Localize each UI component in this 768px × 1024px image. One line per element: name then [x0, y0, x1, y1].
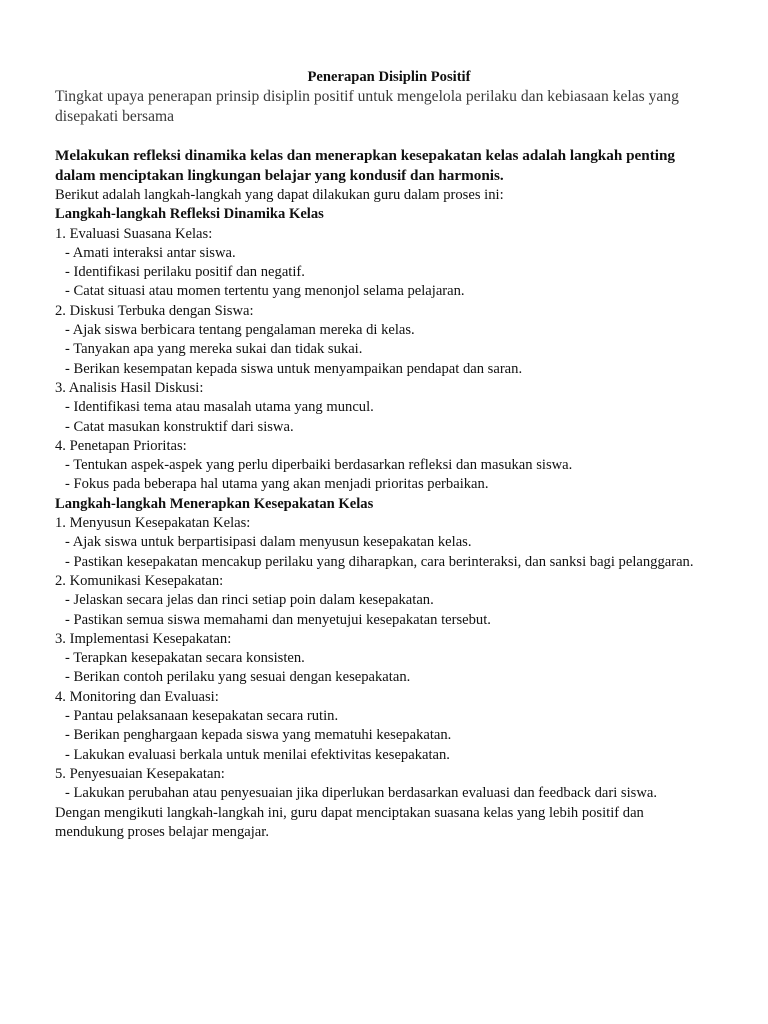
step-point: - Lakukan perubahan atau penyesuaian jika diperlukan berdasarkan evaluasi dan feedback dari siswa.: [65, 785, 658, 802]
document-subtitle: Tingkat upaya penerapan prinsip disiplin positif untuk mengelola perilaku dan kebiasaan kelas yang disepakati bersama: [55, 88, 679, 125]
step-title: 4. Penetapan Prioritas:: [55, 437, 187, 454]
step-title: 1. Evaluasi Suasana Kelas:: [55, 225, 213, 242]
step-point: - Amati interaksi antar siswa.: [65, 244, 236, 261]
step-point: - Lakukan evaluasi berkala untuk menilai efektivitas kesepakatan.: [65, 746, 450, 763]
step-title: 2. Diskusi Terbuka dengan Siswa:: [55, 302, 254, 319]
step-point: - Tentukan aspek-aspek yang perlu diperbaiki berdasarkan refleksi dan masukan siswa.: [65, 457, 573, 474]
step-point: - Terapkan kesepakatan secara konsisten.: [65, 650, 305, 667]
conclusion-paragraph: Dengan mengikuti langkah-langkah ini, guru dapat menciptakan suasana kelas yang lebih positif dan mendukung proses belajar mengajar.: [55, 804, 644, 840]
intro-bold-paragraph: Melakukan refleksi dinamika kelas dan menerapkan kesepakatan kelas adalah langkah penting dalam menciptakan lingkungan belajar yang kondusif dan harmonis.: [55, 147, 676, 184]
document-page: [55, 68, 715, 842]
step-title: 1. Menyusun Kesepakatan Kelas:: [55, 515, 251, 532]
step-point: - Catat situasi atau momen tertentu yang menonjol selama pelajaran.: [65, 283, 465, 300]
section-heading: Langkah-langkah Menerapkan Kesepakatan Kelas: [55, 495, 374, 512]
step-title: 5. Penyesuaian Kesepakatan:: [55, 765, 225, 782]
step-point: - Jelaskan secara jelas dan rinci setiap poin dalam kesepakatan.: [65, 592, 434, 609]
step-point: - Fokus pada beberapa hal utama yang akan menjadi prioritas perbaikan.: [65, 476, 489, 493]
step-point: - Berikan penghargaan kepada siswa yang mematuhi kesepakatan.: [65, 727, 452, 744]
step-point: - Tanyakan apa yang mereka sukai dan tidak sukai.: [65, 341, 363, 358]
section-kesepakatan: [55, 495, 715, 804]
step-title: 3. Analisis Hasil Diskusi:: [55, 379, 204, 396]
step-point: - Pantau pelaksanaan kesepakatan secara rutin.: [65, 708, 339, 725]
step-point: - Identifikasi tema atau masalah utama yang muncul.: [65, 399, 374, 416]
section-heading: Langkah-langkah Refleksi Dinamika Kelas: [55, 206, 324, 223]
step-point: - Berikan contoh perilaku yang sesuai dengan kesepakatan.: [65, 669, 411, 686]
step-title: 3. Implementasi Kesepakatan:: [55, 630, 232, 647]
step-point: - Ajak siswa berbicara tentang pengalaman mereka di kelas.: [65, 322, 415, 339]
step-point: - Identifikasi perilaku positif dan negatif.: [65, 264, 305, 281]
step-point: - Ajak siswa untuk berpartisipasi dalam menyusun kesepakatan kelas.: [65, 534, 472, 551]
step-title: 2. Komunikasi Kesepakatan:: [55, 572, 224, 589]
step-title: 4. Monitoring dan Evaluasi:: [55, 688, 219, 705]
section-refleksi: [55, 205, 715, 494]
step-point: - Pastikan kesepakatan mencakup perilaku yang diharapkan, cara berinteraksi, dan sanksi bagi pelanggaran.: [65, 553, 694, 570]
step-point: - Berikan kesempatan kepada siswa untuk menyampaikan pendapat dan saran.: [65, 360, 523, 377]
step-point: - Catat masukan konstruktif dari siswa.: [65, 418, 294, 435]
document-title: Penerapan Disiplin Positif: [307, 69, 471, 85]
step-point: - Pastikan semua siswa memahami dan menyetujui kesepakatan tersebut.: [65, 611, 491, 628]
intro-text: Berikut adalah langkah-langkah yang dapat dilakukan guru dalam proses ini:: [55, 187, 504, 203]
